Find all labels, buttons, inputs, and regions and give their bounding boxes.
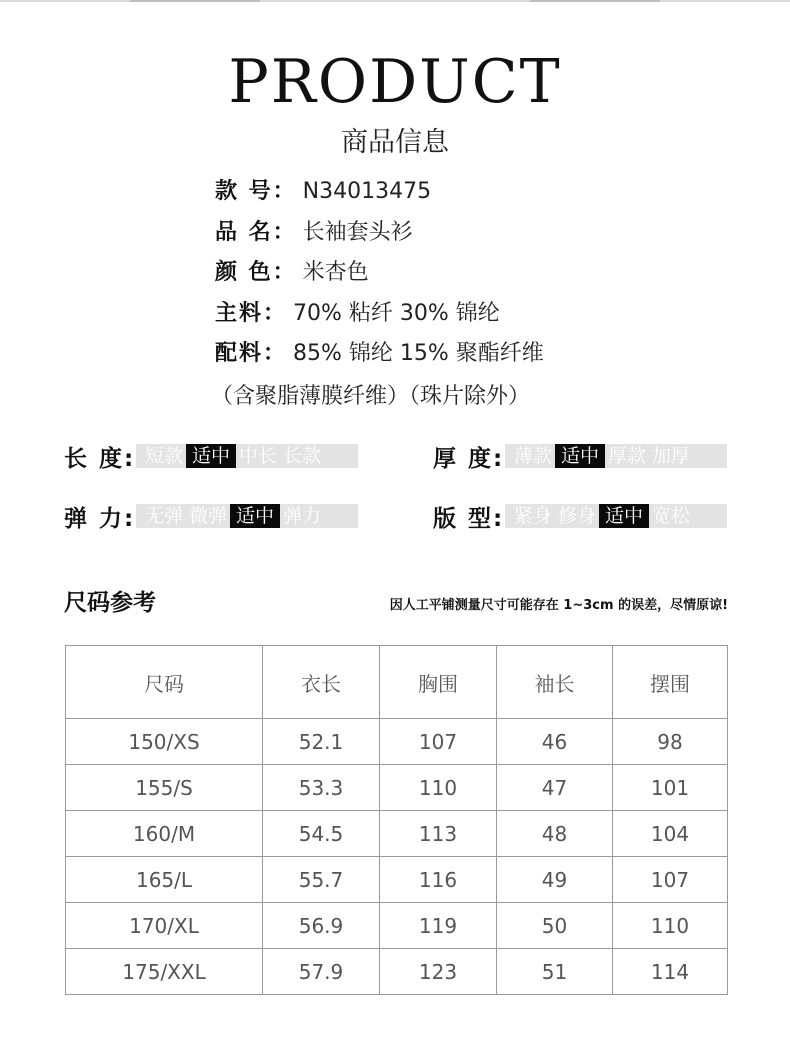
info-key: 配料： xyxy=(215,341,288,366)
attribute-elasticity xyxy=(64,501,358,531)
attribute-option: 长款 xyxy=(283,445,322,467)
top-divider-accent xyxy=(130,0,260,2)
table-cell: 160/M xyxy=(66,811,263,857)
column-header-chest: 胸围 xyxy=(380,646,497,719)
table-cell: 56.9 xyxy=(263,903,380,949)
table-cell: 123 xyxy=(380,949,497,995)
table-cell: 53.3 xyxy=(263,765,380,811)
table-cell: 57.9 xyxy=(263,949,380,995)
table-cell: 51 xyxy=(497,949,613,995)
table-cell: 155/S xyxy=(66,765,263,811)
attribute-label: 版 型: xyxy=(433,505,505,532)
product-info xyxy=(211,172,544,417)
table-cell: 110 xyxy=(380,765,497,811)
attribute-option: 薄款 xyxy=(514,445,553,467)
column-header-sleeve: 袖长 xyxy=(497,646,613,719)
table-cell: 52.1 xyxy=(263,719,380,765)
attribute-option-selected: 适中 xyxy=(555,444,605,468)
info-row-accessory-material xyxy=(215,334,544,375)
attribute-label: 厚 度: xyxy=(433,445,505,472)
attribute-option: 加厚 xyxy=(652,445,691,467)
attribute-options xyxy=(136,504,358,528)
info-note: （含聚脂薄膜纤维）（珠片除外） xyxy=(211,383,531,409)
table-cell: 46 xyxy=(497,719,613,765)
column-header-length: 衣长 xyxy=(263,646,380,719)
size-table xyxy=(65,645,728,995)
table-cell: 50 xyxy=(497,903,613,949)
table-cell: 55.7 xyxy=(263,857,380,903)
table-row xyxy=(66,903,728,949)
attribute-option: 紧身 xyxy=(514,505,553,527)
info-row-style-number xyxy=(215,172,544,213)
size-table-header-row xyxy=(66,646,728,719)
table-cell: 48 xyxy=(497,811,613,857)
attribute-label: 长 度: xyxy=(64,445,136,472)
attribute-fit xyxy=(433,501,727,531)
info-value: N34013475 xyxy=(302,179,432,204)
column-header-hem: 摆围 xyxy=(613,646,728,719)
page-title: PRODUCT xyxy=(228,47,562,117)
attribute-option: 宽松 xyxy=(652,505,691,527)
table-cell: 113 xyxy=(380,811,497,857)
info-key: 颜 色： xyxy=(215,260,297,285)
table-cell: 104 xyxy=(613,811,728,857)
attribute-option-selected: 适中 xyxy=(599,504,649,528)
attribute-option: 微弹 xyxy=(189,505,228,527)
table-row xyxy=(66,719,728,765)
table-cell: 110 xyxy=(613,903,728,949)
table-row xyxy=(66,765,728,811)
table-cell: 170/XL xyxy=(66,903,263,949)
attribute-option-selected: 适中 xyxy=(186,444,236,468)
table-cell: 54.5 xyxy=(263,811,380,857)
info-key: 品 名： xyxy=(215,219,297,245)
table-cell: 107 xyxy=(613,857,728,903)
attribute-option: 短款 xyxy=(145,445,184,467)
info-row-main-material xyxy=(215,294,544,335)
size-table-body xyxy=(66,719,728,995)
attribute-length xyxy=(64,441,358,471)
top-divider xyxy=(0,0,790,2)
size-section-title: 尺码参考 xyxy=(64,590,156,616)
info-row-color xyxy=(215,253,544,294)
attribute-label: 弹 力: xyxy=(64,505,136,532)
attribute-option: 厚款 xyxy=(608,445,647,467)
info-value: 85% 锦纶 15% 聚酯纤维 xyxy=(293,341,544,366)
table-row xyxy=(66,857,728,903)
table-cell: 165/L xyxy=(66,857,263,903)
info-value: 长袖套头衫 xyxy=(302,219,413,245)
info-value: 米杏色 xyxy=(302,260,369,285)
attribute-option: 弹力 xyxy=(283,505,322,527)
table-row xyxy=(66,811,728,857)
table-row xyxy=(66,949,728,995)
table-cell: 49 xyxy=(497,857,613,903)
attribute-option: 修身 xyxy=(558,505,597,527)
table-cell: 114 xyxy=(613,949,728,995)
attribute-option: 中长 xyxy=(239,445,278,467)
info-key: 款 号： xyxy=(215,179,297,204)
attribute-thickness xyxy=(433,441,727,471)
table-cell: 150/XS xyxy=(66,719,263,765)
attribute-options xyxy=(505,444,727,468)
table-cell: 101 xyxy=(613,765,728,811)
attribute-option-selected: 适中 xyxy=(230,504,280,528)
top-divider-accent xyxy=(530,0,660,2)
info-row-product-name xyxy=(215,213,544,254)
size-section-note: 因人工平铺测量尺寸可能存在 1~3cm 的误差，尽情原谅! xyxy=(389,598,728,613)
table-cell: 107 xyxy=(380,719,497,765)
attribute-options xyxy=(505,504,727,528)
table-cell: 98 xyxy=(613,719,728,765)
info-key: 主料： xyxy=(215,300,288,326)
column-header-size: 尺码 xyxy=(66,646,263,719)
attribute-options xyxy=(136,444,358,468)
table-cell: 116 xyxy=(380,857,497,903)
page-subtitle: 商品信息 xyxy=(341,127,449,158)
table-cell: 175/XXL xyxy=(66,949,263,995)
attribute-option: 无弹 xyxy=(145,505,184,527)
info-value: 70% 粘纤 30% 锦纶 xyxy=(293,300,500,326)
table-cell: 119 xyxy=(380,903,497,949)
table-cell: 47 xyxy=(497,765,613,811)
